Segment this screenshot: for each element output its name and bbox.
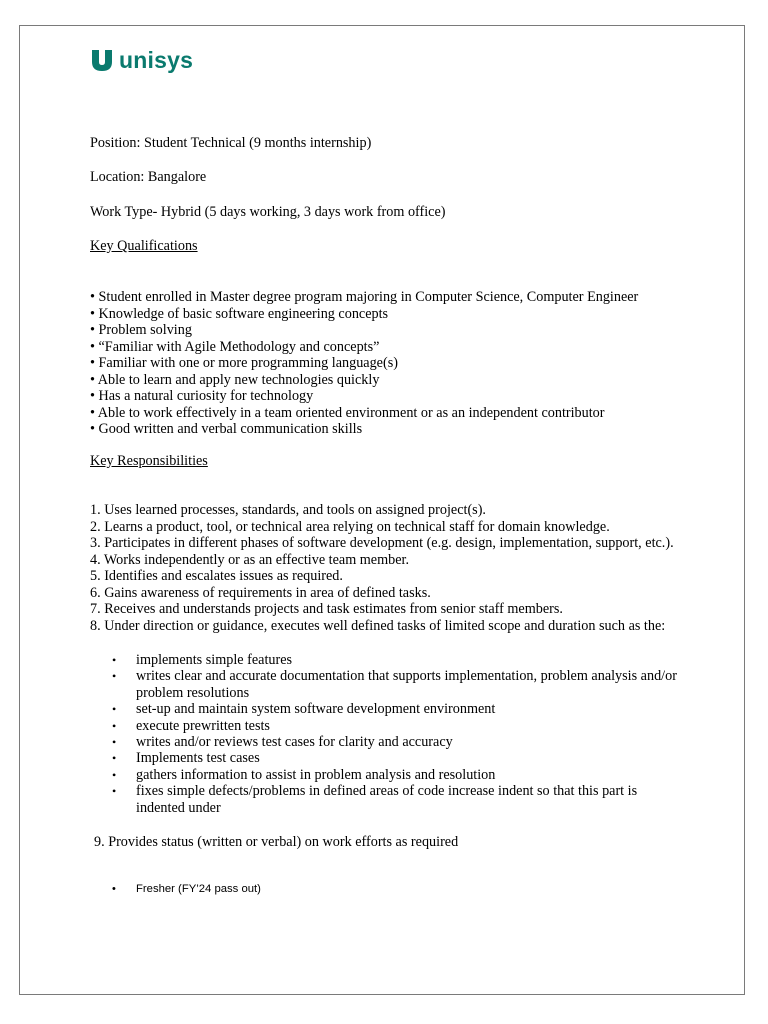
list-item: • gathers information to assist in problem analysis and resolution (112, 766, 496, 783)
qualifications-list (90, 289, 638, 438)
list-item: 4. Works independently or as an effective team member. (90, 551, 410, 568)
list-item: • execute prewritten tests (112, 717, 270, 734)
bullet-icon: • (112, 653, 117, 667)
list-item: • fixes simple defects/problems in defined areas of code increase indent so that this part is indented under (112, 783, 638, 816)
list-item: • Good written and verbal communication skills (90, 421, 363, 437)
list-item: 5. Identifies and escalates issues as required. (90, 568, 343, 584)
list-item: 2. Learns a product, tool, or technical area relying on technical staff for domain knowledge. (90, 518, 610, 535)
list-item: • “Familiar with Agile Methodology and concepts” (90, 338, 380, 355)
unisys-logo (91, 45, 193, 75)
key-qualifications-heading: Key Qualifications (90, 238, 198, 254)
list-item: • writes clear and accurate documentation that supports implementation, problem analysis and/or problem resolutions (112, 668, 677, 701)
task-sub-list (112, 652, 682, 816)
list-item: • Able to learn and apply new technologies quickly (90, 371, 380, 388)
unisys-u-mark-icon (91, 48, 113, 72)
bullet-icon: • (112, 784, 117, 799)
list-item: • implements simple features (112, 652, 293, 668)
list-item: • Has a natural curiosity for technology (90, 388, 314, 404)
list-item: • Knowledge of basic software engineering concepts (90, 305, 389, 322)
key-responsibilities-heading: Key Responsibilities (90, 453, 208, 469)
list-item: • set-up and maintain system software development environment (112, 701, 496, 718)
list-item: • Implements test cases (112, 750, 260, 767)
list-item: 6. Gains awareness of requirements in area of defined tasks. (90, 584, 431, 601)
position-line: Position: Student Technical (9 months internship) (90, 135, 372, 151)
fresher-label: Fresher (FY’24 pass out) (136, 883, 261, 895)
list-item: • writes and/or reviews test cases for clarity and accuracy (112, 734, 453, 751)
list-item: 8. Under direction or guidance, executes well defined tasks of limited scope and duration such as the: (90, 617, 666, 634)
bullet-icon: • (112, 702, 117, 717)
list-item: 1. Uses learned processes, standards, and tools on assigned project(s). (90, 502, 486, 518)
bullet-icon: • (112, 735, 117, 750)
list-item: • Problem solving (90, 322, 192, 338)
logo-wordmark: unisys (119, 46, 194, 73)
location-line: Location: Bangalore (90, 169, 207, 185)
bullet-icon: • (112, 718, 117, 733)
bullet-icon: • (112, 751, 117, 766)
fresher-item (112, 882, 261, 896)
responsibilities-list (90, 502, 674, 634)
list-item: 3. Participates in different phases of software development (e.g. design, implementation, support, etc.). (90, 535, 674, 551)
work-type-line: Work Type- Hybrid (5 days working, 3 days work from office) (90, 204, 446, 220)
responsibility-item-9: 9. Provides status (written or verbal) on work efforts as required (94, 834, 459, 850)
bullet-icon: • (112, 767, 117, 782)
bullet-icon: • (112, 669, 117, 684)
list-item: • Familiar with one or more programming language(s) (90, 355, 398, 371)
list-item: 7. Receives and understands projects and task estimates from senior staff members. (90, 601, 563, 617)
list-item: • Student enrolled in Master degree program majoring in Computer Science, Computer Engineer (90, 289, 639, 305)
bullet-icon: • (112, 883, 116, 895)
list-item: • Able to work effectively in a team oriented environment or as an independent contributor (90, 404, 605, 421)
